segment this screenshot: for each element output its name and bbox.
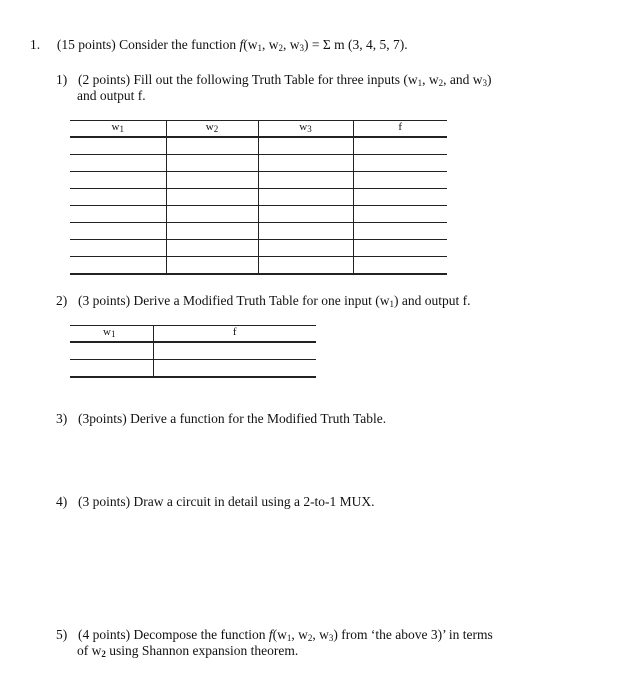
part-3-line: 3) (3points) Derive a function for the Modified Truth Table.: [56, 411, 387, 426]
function-name: f: [239, 37, 244, 52]
header-f: f: [353, 121, 447, 138]
table-row: [70, 360, 316, 378]
header-w3: $w_3$: [258, 121, 353, 138]
question-points: (15 points): [56, 37, 116, 52]
part-5-number: 5): [56, 627, 68, 642]
table-row: [70, 342, 316, 360]
part-2-line: 2) (3 points) Derive a Modified Truth Table for one input $(w_1)$ and output f.: [56, 293, 471, 309]
table-row: [70, 223, 447, 240]
part-2-number: 2): [56, 293, 68, 308]
part-1-number: 1): [56, 72, 68, 87]
table-row: [70, 189, 447, 206]
question-number: 1.: [30, 37, 41, 52]
table-row: [70, 137, 447, 155]
part-5-line-1: 5) (4 points) Decompose the function $f(w_1$, $w_2$, $w_3$) from ‘the above 3)’ in terms: [56, 627, 493, 643]
part-1-line-1: 1) (2 points) Fill out the following Truth Table for three inputs ($w_1$, $w_2$, and $w_3$): [56, 72, 492, 88]
part-1-line-2: and output f.: [77, 88, 146, 103]
table-row: [70, 172, 447, 189]
minterm-expression: ) = Σ m (3, 4, 5, 7).: [304, 37, 408, 52]
table-row: [70, 240, 447, 257]
truth-table: [70, 120, 447, 275]
header-w1: $w_1$: [70, 121, 166, 138]
table-row: [70, 206, 447, 223]
question-1-heading: 1. (15 points) Consider the function $f(w_1$, $w_2$, $w_3) = \Sigma$ m (3, 4, 5, 7).: [30, 37, 408, 53]
part-4-line: 4) (3 points) Draw a circuit in detail using a 2-to-1 MUX.: [56, 494, 375, 509]
header-f: f: [153, 326, 316, 343]
part-5-line-2: of $w_2$ using Shannon expansion theorem.: [77, 643, 299, 659]
truth-table-header: [70, 121, 447, 138]
header-w1: $w_1$: [70, 326, 153, 343]
table-row: [70, 155, 447, 172]
part-4-number: 4): [56, 494, 68, 509]
part-3-number: 3): [56, 411, 68, 426]
modified-truth-table: [70, 325, 316, 378]
modified-table-header: [70, 326, 316, 343]
header-w2: $w_2$: [166, 121, 258, 138]
table-row: [70, 257, 447, 275]
question-intro: Consider the function: [119, 37, 237, 52]
